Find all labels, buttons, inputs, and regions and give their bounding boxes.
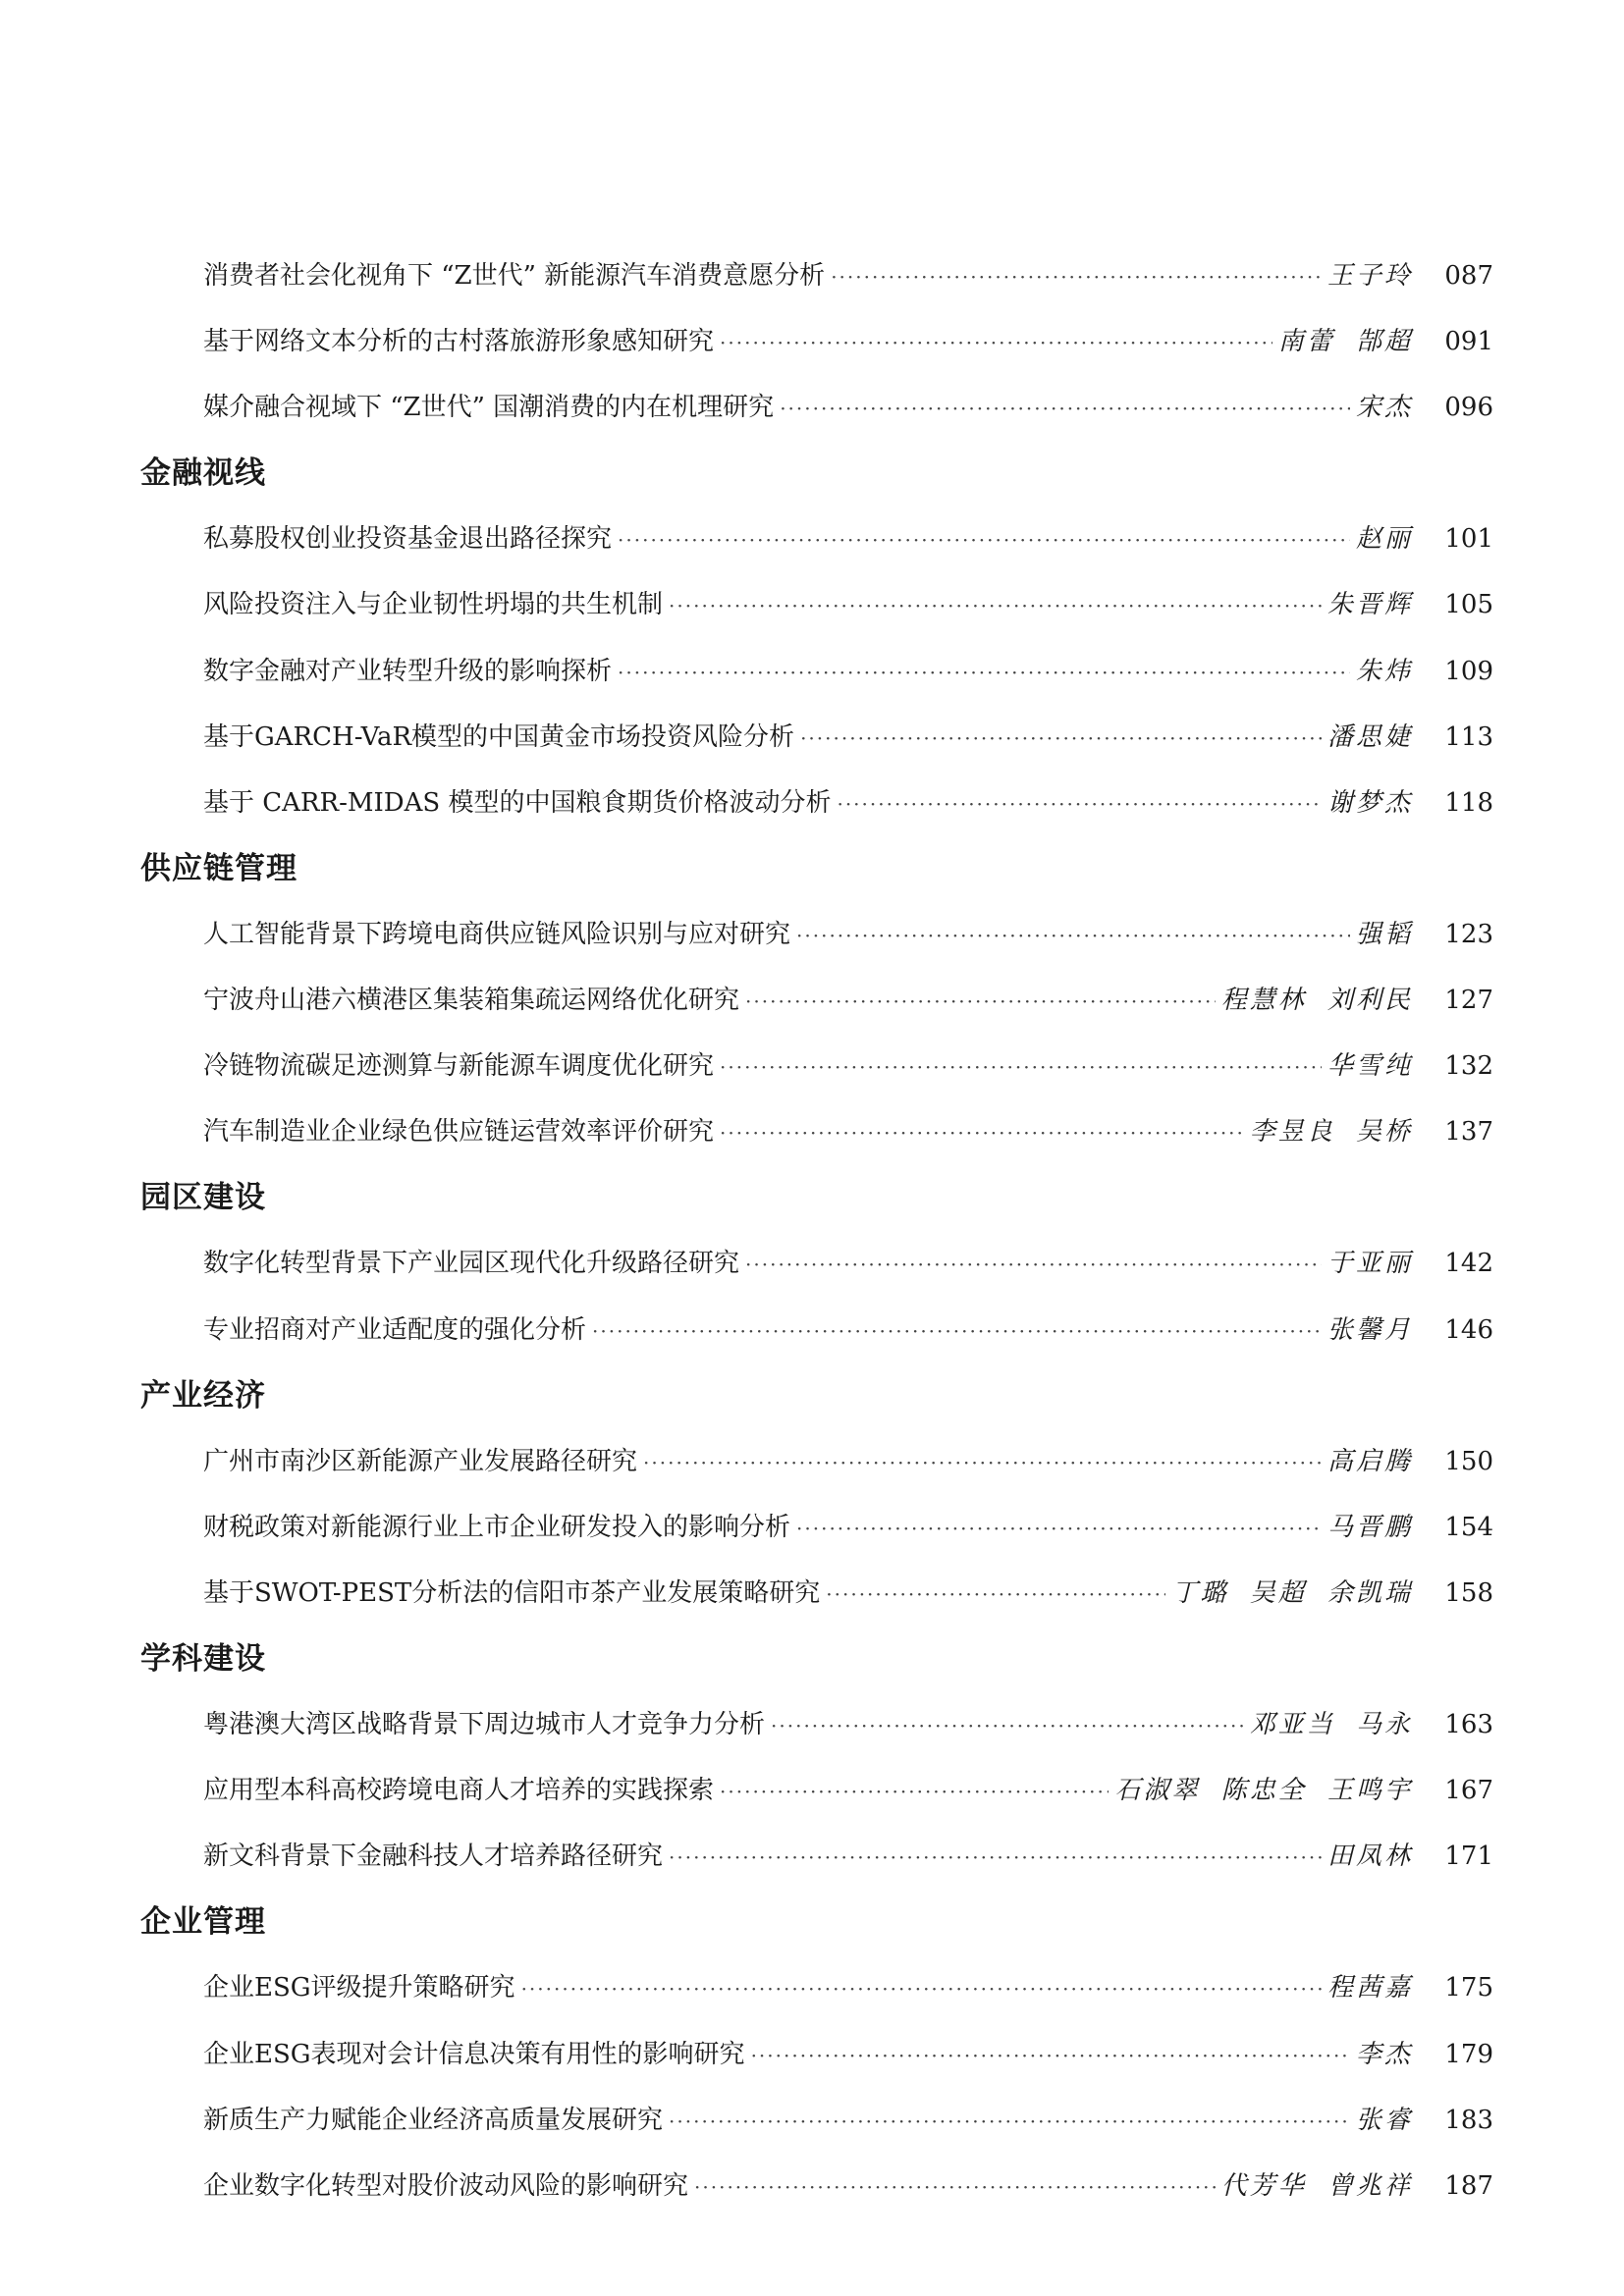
article-title: 专业招商对产业适配度的强化分析 — [203, 1314, 587, 1345]
dot-leader — [669, 2105, 1350, 2138]
dot-leader — [837, 787, 1322, 821]
article-title: 媒介融合视域下 “Z世代” 国潮消费的内在机理研究 — [203, 393, 775, 423]
article-authors: 强韬 — [1355, 919, 1413, 949]
article-authors: 高启腾 — [1326, 1446, 1413, 1476]
toc-section-heading — [0, 835, 1624, 901]
toc-entry — [0, 242, 1624, 308]
article-title: 财税政策对新能源行业上市企业研发投入的影响分析 — [203, 1512, 791, 1542]
section-title: 供应链管理 — [140, 850, 298, 886]
toc-entry-line — [203, 325, 1493, 359]
toc-entry-line — [203, 984, 1493, 1018]
page-number: 091 — [1444, 327, 1493, 357]
dot-leader — [592, 1314, 1322, 1348]
toc-entry-line — [203, 1840, 1493, 1874]
toc-section-heading — [0, 1362, 1624, 1428]
toc-entry-line — [203, 1247, 1493, 1281]
article-title: 宁波舟山港六横港区集装箱集疏运网络优化研究 — [203, 986, 740, 1016]
section-title: 金融视线 — [140, 455, 266, 492]
page-number: 113 — [1444, 721, 1493, 752]
toc-section-heading — [0, 1164, 1624, 1230]
article-title: 数字金融对产业转型升级的影响探析 — [203, 656, 613, 686]
page-number: 109 — [1444, 656, 1493, 686]
article-authors: 李杰 — [1355, 2039, 1413, 2069]
page-number: 154 — [1444, 1512, 1493, 1542]
toc-entry — [0, 1691, 1624, 1757]
dot-leader — [831, 260, 1322, 294]
article-authors: 赵丽 — [1355, 524, 1413, 555]
dot-leader — [618, 656, 1350, 689]
toc-entry-line — [203, 2169, 1493, 2204]
toc-entry-line — [203, 1576, 1493, 1611]
toc-entry — [0, 704, 1624, 770]
dot-leader — [826, 1577, 1165, 1611]
article-title: 私募股权创业投资基金退出路径探究 — [203, 524, 613, 555]
page-number: 137 — [1444, 1117, 1493, 1148]
page-number: 087 — [1444, 261, 1493, 291]
toc-entry-line — [203, 2104, 1493, 2138]
toc-entry-line — [203, 1708, 1493, 1742]
page-number: 127 — [1444, 986, 1493, 1016]
section-title: 企业管理 — [140, 1904, 266, 1941]
article-title: 风险投资注入与企业韧性坍塌的共生机制 — [203, 590, 664, 620]
article-authors: 马晋鹏 — [1326, 1512, 1413, 1542]
page-number: 175 — [1444, 1973, 1493, 2003]
article-title: 新质生产力赋能企业经济高质量发展研究 — [203, 2105, 664, 2135]
dot-leader — [720, 326, 1272, 359]
toc-entry — [0, 770, 1624, 835]
toc-entry — [0, 1297, 1624, 1362]
toc-entry — [0, 1757, 1624, 1823]
toc-entry — [0, 1560, 1624, 1626]
toc-entry-line — [203, 588, 1493, 622]
article-authors: 于亚丽 — [1326, 1249, 1413, 1279]
dot-leader — [745, 1248, 1322, 1281]
article-authors: 潘思婕 — [1326, 721, 1413, 752]
toc-entry — [0, 901, 1624, 967]
dot-leader — [796, 919, 1350, 952]
article-authors: 张馨月 — [1326, 1314, 1413, 1345]
toc-entry-line — [203, 1313, 1493, 1348]
toc-entry — [0, 967, 1624, 1033]
article-authors: 程茜嘉 — [1326, 1973, 1413, 2003]
toc-entry — [0, 1033, 1624, 1098]
toc-entry-line — [203, 655, 1493, 689]
page-number: 179 — [1444, 2039, 1493, 2069]
page-number: 167 — [1444, 1776, 1493, 1806]
page-number: 158 — [1444, 1577, 1493, 1608]
section-title: 园区建设 — [140, 1180, 266, 1216]
article-authors: 王子玲 — [1326, 261, 1413, 291]
article-title: 人工智能背景下跨境电商供应链风险识别与应对研究 — [203, 919, 791, 949]
dot-leader — [669, 589, 1322, 622]
article-title: 企业ESG表现对会计信息决策有用性的影响研究 — [203, 2039, 745, 2069]
page-number: 132 — [1444, 1051, 1493, 1082]
article-title: 基于 CARR-MIDAS 模型的中国粮食期货价格波动分析 — [203, 787, 832, 818]
toc-entry-line — [203, 522, 1493, 557]
article-title: 企业数字化转型对股价波动风险的影响研究 — [203, 2170, 689, 2201]
toc-entry-line — [203, 786, 1493, 821]
toc-entry — [0, 1098, 1624, 1164]
article-authors: 代芳华 曾兆祥 — [1220, 2170, 1413, 2201]
table-of-contents — [0, 242, 1624, 2218]
page-number: 118 — [1444, 787, 1493, 818]
dot-leader — [780, 392, 1350, 425]
article-authors: 丁璐 吴超 余凯瑞 — [1171, 1577, 1413, 1608]
article-authors: 南蕾 郜超 — [1277, 327, 1413, 357]
section-title: 学科建设 — [140, 1640, 266, 1677]
toc-entry-line — [203, 1511, 1493, 1545]
dot-leader — [720, 1116, 1244, 1149]
toc-entry-line — [203, 1971, 1493, 2005]
article-authors: 李昱良 吴桥 — [1249, 1117, 1413, 1148]
toc-entry-line — [203, 1049, 1493, 1084]
toc-entry — [0, 1494, 1624, 1560]
toc-entry — [0, 1230, 1624, 1296]
article-title: 汽车制造业企业绿色供应链运营效率评价研究 — [203, 1117, 715, 1148]
page-number: 146 — [1444, 1314, 1493, 1345]
dot-leader — [720, 1050, 1322, 1084]
article-authors: 程慧林 刘利民 — [1220, 986, 1413, 1016]
toc-entry-line — [203, 918, 1493, 952]
toc-entry — [0, 2021, 1624, 2087]
toc-entry — [0, 2087, 1624, 2153]
article-authors: 田凤林 — [1326, 1842, 1413, 1872]
article-title: 企业ESG评级提升策略研究 — [203, 1973, 515, 2003]
article-title: 数字化转型背景下产业园区现代化升级路径研究 — [203, 1249, 740, 1279]
article-authors: 华雪纯 — [1326, 1051, 1413, 1082]
article-title: 冷链物流碳足迹测算与新能源车调度优化研究 — [203, 1051, 715, 1082]
page-number: 105 — [1444, 590, 1493, 620]
toc-entry-line — [203, 259, 1493, 294]
page-number: 183 — [1444, 2105, 1493, 2135]
toc-entry — [0, 1823, 1624, 1889]
article-title: 广州市南沙区新能源产业发展路径研究 — [203, 1446, 638, 1476]
article-title: 粤港澳大湾区战略背景下周边城市人才竞争力分析 — [203, 1710, 766, 1740]
page-number: 163 — [1444, 1710, 1493, 1740]
dot-leader — [643, 1446, 1322, 1479]
article-authors: 朱炜 — [1355, 656, 1413, 686]
article-authors: 宋杰 — [1355, 393, 1413, 423]
toc-section-heading — [0, 1626, 1624, 1691]
toc-entry — [0, 308, 1624, 374]
article-title: 消费者社会化视角下 “Z世代” 新能源汽车消费意愿分析 — [203, 261, 826, 291]
article-authors: 石淑翠 陈忠全 王鸣宇 — [1114, 1776, 1413, 1806]
page-number: 187 — [1444, 2170, 1493, 2201]
article-authors: 谢梦杰 — [1326, 787, 1413, 818]
article-title: 应用型本科高校跨境电商人才培养的实践探索 — [203, 1776, 715, 1806]
toc-entry — [0, 506, 1624, 571]
page-number: 171 — [1444, 1842, 1493, 1872]
toc-entry-line — [203, 391, 1493, 425]
dot-leader — [771, 1709, 1244, 1742]
article-title: 新文科背景下金融科技人才培养路径研究 — [203, 1842, 664, 1872]
article-title: 基于GARCH-VaR模型的中国黄金市场投资风险分析 — [203, 721, 795, 752]
toc-entry-line — [203, 721, 1493, 755]
page-number: 101 — [1444, 524, 1493, 555]
dot-leader — [751, 2039, 1350, 2072]
toc-entry-line — [203, 1115, 1493, 1149]
dot-leader — [521, 1972, 1322, 2005]
page-number: 123 — [1444, 919, 1493, 949]
page-number: 150 — [1444, 1446, 1493, 1476]
toc-section-heading — [0, 440, 1624, 506]
page-number: 096 — [1444, 393, 1493, 423]
dot-leader — [694, 2170, 1216, 2204]
toc-entry — [0, 374, 1624, 440]
toc-entry — [0, 2153, 1624, 2218]
page-number: 142 — [1444, 1249, 1493, 1279]
toc-entry — [0, 1954, 1624, 2020]
article-authors: 朱晋辉 — [1326, 590, 1413, 620]
dot-leader — [669, 1841, 1322, 1874]
section-title: 产业经济 — [140, 1377, 266, 1414]
dot-leader — [618, 523, 1350, 557]
toc-entry — [0, 1428, 1624, 1494]
dot-leader — [800, 721, 1322, 755]
article-authors: 邓亚当 马永 — [1249, 1710, 1413, 1740]
article-authors: 张睿 — [1355, 2105, 1413, 2135]
article-title: 基于网络文本分析的古村落旅游形象感知研究 — [203, 327, 715, 357]
dot-leader — [720, 1775, 1109, 1808]
dot-leader — [745, 985, 1216, 1018]
article-title: 基于SWOT-PEST分析法的信阳市茶产业发展策略研究 — [203, 1577, 821, 1608]
toc-entry — [0, 571, 1624, 637]
toc-entry-line — [203, 2038, 1493, 2072]
toc-entry — [0, 638, 1624, 704]
dot-leader — [796, 1512, 1322, 1545]
toc-section-heading — [0, 1889, 1624, 1954]
toc-entry-line — [203, 1774, 1493, 1808]
toc-entry-line — [203, 1445, 1493, 1479]
